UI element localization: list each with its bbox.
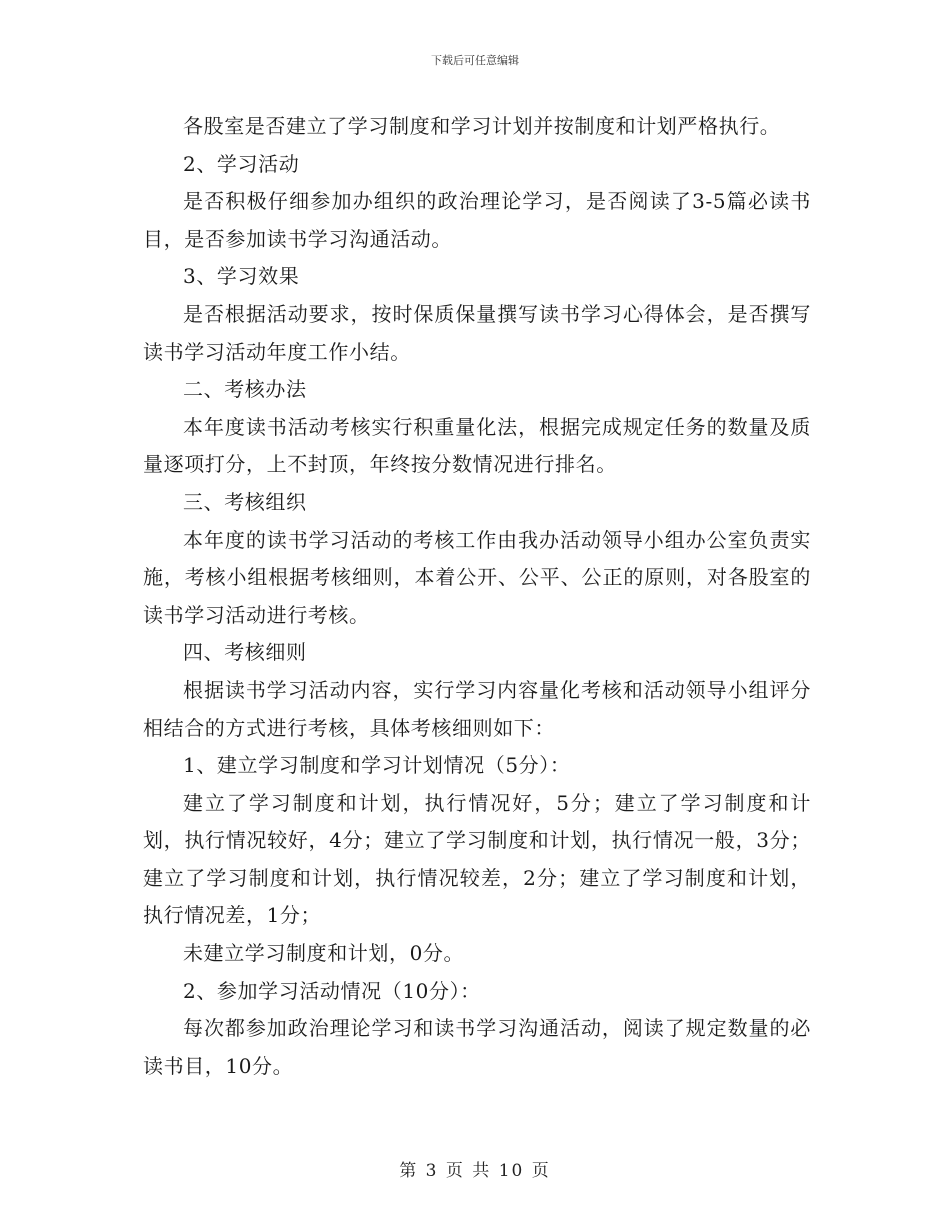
paragraph: 是否根据活动要求，按时保质保量撰写读书学习心得体会，是否撰写读书学习活动年度工作小结。 xyxy=(143,301,811,364)
paragraph: 各股室是否建立了学习制度和学习计划并按制度和计划严格执行。 xyxy=(183,114,781,138)
subsection-heading: 1、建立学习制度和学习计划情况（5分）： xyxy=(183,753,571,778)
section-heading: 3、学习效果 xyxy=(183,264,300,289)
subsection-heading: 2、参加学习活动情况（10分）： xyxy=(183,978,481,1003)
paragraph: 未建立学习制度和计划，0分。 xyxy=(183,941,465,966)
section-heading: 2、学习活动 xyxy=(183,151,300,176)
paragraph: 本年度读书活动考核实行积重量化法，根据完成规定任务的数量及质量逐项打分，上不封顶，年终按分数情况进行排名。 xyxy=(143,414,811,477)
paragraph: 本年度的读书学习活动的考核工作由我办活动领导小组办公室负责实施，考核小组根据考核细则，本着公开、公平、公正的原则，对各股室的读书学习活动进行考核。 xyxy=(143,527,811,627)
paragraph: 是否积极仔细参加办组织的政治理论学习，是否阅读了3-5篇必读书目，是否参加读书学习沟通活动。 xyxy=(143,189,811,251)
section-heading: 三、考核组织 xyxy=(183,489,307,514)
page-footer: 第 3 页 共 10 页 xyxy=(399,1161,551,1181)
section-heading: 四、考核细则 xyxy=(183,640,307,665)
document-body xyxy=(143,108,811,1085)
section-heading: 二、考核办法 xyxy=(183,377,307,402)
paragraph: 建立了学习制度和计划，执行情况好，5分；建立了学习制度和计划，执行情况较好，4分；建立了学习制度和计划，执行情况一般，3分；建立了学习制度和计划，执行情况较差，2分；建立了学习制度和计划，执行情况差，1分； xyxy=(143,790,811,928)
page-header: 下载后可任意编辑 xyxy=(431,54,519,67)
paragraph: 根据读书学习活动内容，实行学习内容量化考核和活动领导小组评分相结合的方式进行考核，具体考核细则如下： xyxy=(143,677,811,740)
paragraph: 每次都参加政治理论学习和读书学习沟通活动，阅读了规定数量的必读书目，10分。 xyxy=(143,1016,811,1078)
